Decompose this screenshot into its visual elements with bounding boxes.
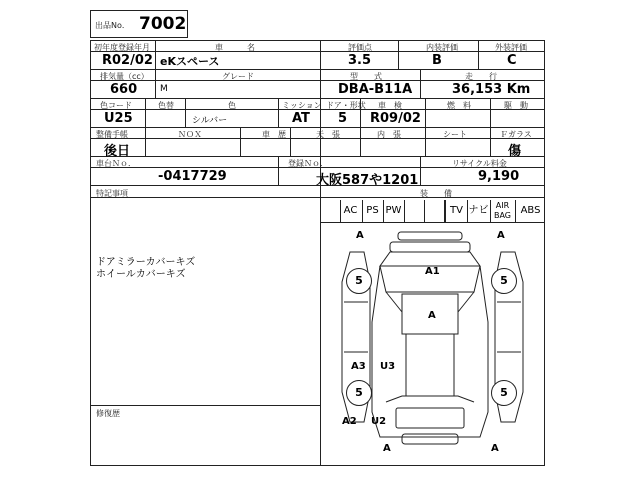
equip-ac: AC bbox=[340, 200, 360, 222]
lot-number-box bbox=[90, 10, 188, 38]
label-displacement: 排気量（cc） bbox=[100, 72, 149, 81]
value-transmission: AT bbox=[292, 111, 310, 126]
equip-navi: ナビ bbox=[467, 200, 489, 222]
value-chassis: -0417729 bbox=[158, 169, 227, 184]
damage-mark: A bbox=[428, 310, 436, 321]
label-inspection: 車 検 bbox=[378, 101, 402, 110]
value-interior: B bbox=[432, 53, 442, 68]
lot-number-label: 出品No． bbox=[95, 21, 130, 30]
value-fglass: 傷 bbox=[508, 144, 522, 159]
label-equipment: 装 備 bbox=[420, 189, 452, 198]
label-plate: 登録Ｎｏ． bbox=[288, 159, 328, 168]
note-line: ホイールカバーキズ bbox=[96, 269, 186, 280]
label-grade: グレード bbox=[222, 72, 254, 81]
label-history: 車 歴 bbox=[262, 130, 286, 139]
label-mileage: 走 行 bbox=[465, 72, 497, 81]
equip-pw: PW bbox=[383, 200, 403, 222]
equip-empty-1 bbox=[404, 200, 424, 222]
wheel-mark: 5 bbox=[491, 268, 517, 294]
value-docs: 後日 bbox=[104, 144, 131, 159]
equip-tv: TV bbox=[445, 200, 467, 222]
value-plate: 大阪587や1201 bbox=[316, 173, 419, 188]
wheel-mark: 5 bbox=[346, 380, 372, 406]
label-exterior: 外装評価 bbox=[495, 43, 527, 52]
damage-mark: U3 bbox=[380, 361, 396, 372]
label-recycle: リサイクル料金 bbox=[452, 159, 507, 168]
label-color: 色 bbox=[228, 101, 236, 110]
value-score: 3.5 bbox=[348, 53, 372, 68]
label-sunroof: 天 張 bbox=[316, 130, 340, 139]
label-notes: 特記事項 bbox=[96, 189, 128, 198]
label-model: 型 式 bbox=[350, 72, 382, 81]
value-grade: M bbox=[160, 84, 168, 94]
lot-number-value: 7002 bbox=[139, 14, 187, 34]
value-door-shape: 5 bbox=[338, 111, 348, 126]
label-interior: 内装評価 bbox=[426, 43, 458, 52]
label-color-change: 色替 bbox=[158, 101, 174, 110]
label-chassis: 車台Ｎｏ． bbox=[96, 159, 136, 168]
equip-ps: PS bbox=[362, 200, 382, 222]
value-mileage: 36,153 Km bbox=[452, 82, 531, 97]
damage-mark: A bbox=[383, 443, 391, 454]
label-car-name: 車 名 bbox=[215, 43, 255, 52]
label-fuel: 燃 料 bbox=[447, 101, 471, 110]
label-door-shape: ドア・形状 bbox=[326, 101, 366, 110]
value-color: シルバー bbox=[192, 116, 228, 126]
value-displacement: 660 bbox=[110, 82, 138, 97]
damage-mark: A2 bbox=[342, 416, 357, 427]
equip-empty-2 bbox=[424, 200, 444, 222]
value-first-reg: R02/02 bbox=[102, 53, 153, 68]
label-score: 評価点 bbox=[348, 43, 372, 52]
damage-mark: A3 bbox=[351, 361, 366, 372]
note-line: ドアミラーカバーキズ bbox=[96, 257, 196, 268]
value-recycle: 9,190 bbox=[478, 169, 520, 184]
damage-mark: A bbox=[497, 230, 505, 241]
wheel-mark: 5 bbox=[491, 380, 517, 406]
value-model: DBA-B11A bbox=[338, 82, 413, 97]
damage-mark: A bbox=[356, 230, 364, 241]
label-fglass: Ｆガラス bbox=[500, 130, 532, 139]
damage-mark: A1 bbox=[425, 266, 440, 277]
label-docs: 整備手帳 bbox=[96, 130, 128, 139]
label-seat: シート bbox=[443, 130, 467, 139]
value-car-name: eKスペース bbox=[160, 55, 220, 68]
equip-airbag: AIR BAG bbox=[490, 200, 514, 222]
equip-abs: ABS bbox=[515, 200, 545, 222]
wheel-mark: 5 bbox=[346, 268, 372, 294]
value-exterior: C bbox=[507, 53, 517, 68]
label-nox: ＮＯＸ bbox=[178, 130, 202, 139]
damage-mark: U2 bbox=[371, 416, 387, 427]
label-transmission: ミッション bbox=[282, 101, 322, 110]
label-drive: 駆 動 bbox=[504, 101, 528, 110]
label-interior2: 内 張 bbox=[377, 130, 401, 139]
notes-text bbox=[96, 257, 195, 281]
label-repair: 修復歴 bbox=[96, 409, 120, 418]
label-first-reg: 初年度登録年月 bbox=[94, 43, 150, 52]
damage-mark: A bbox=[491, 443, 499, 454]
label-color-code: 色コード bbox=[100, 101, 132, 110]
value-color-code: U25 bbox=[104, 111, 133, 126]
car-damage-diagram bbox=[320, 222, 545, 466]
value-inspection: R09/02 bbox=[370, 111, 421, 126]
